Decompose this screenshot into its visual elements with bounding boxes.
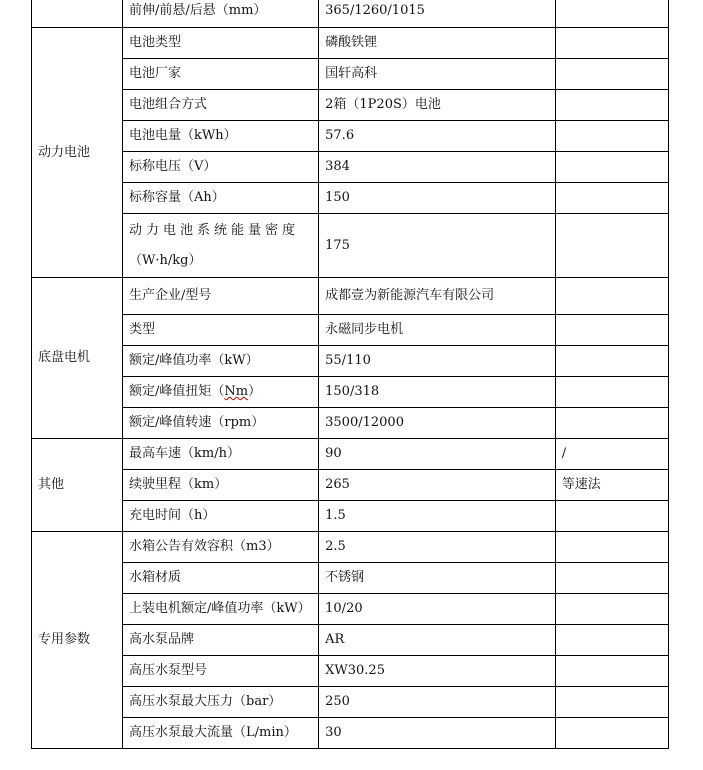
spellcheck-mark: Nm [224,384,249,399]
param-name: 充电时间（h） [123,501,319,532]
param-name: 最高车速（km/h） [123,439,319,470]
param-note [555,656,668,687]
param-note [555,315,668,346]
param-name: 前伸/前悬/后悬（mm） [123,0,319,28]
table-row [32,315,669,346]
param-note [555,501,668,532]
param-name: 额定/峰值转速（rpm） [123,408,319,439]
param-note [555,594,668,625]
param-note [555,687,668,718]
param-note [555,625,668,656]
param-name: 类型 [123,315,319,346]
param-note [555,28,668,59]
param-name: 标称容量（Ah） [123,183,319,214]
param-name: 高压水泵最大流量（L/min） [123,718,319,749]
category-cell: 专用参数 [32,532,123,749]
param-note: / [555,439,668,470]
param-note [555,90,668,121]
table-row [32,408,669,439]
param-value: 150/318 [319,377,556,408]
param-name: 续驶里程（km） [123,470,319,501]
param-value: 175 [319,214,556,278]
table-row [32,377,669,408]
param-note [555,346,668,377]
param-name-line: （W·h/kg） [129,252,202,268]
table-row [32,278,669,315]
category-cell: 底盘电机 [32,278,123,439]
param-value: 384 [319,152,556,183]
table-row [32,687,669,718]
param-value: 1.5 [319,501,556,532]
param-name: 电池组合方式 [123,90,319,121]
param-value: 90 [319,439,556,470]
param-name: 电池电量（kWh） [123,121,319,152]
spec-table [31,0,669,749]
param-value: 不锈钢 [319,563,556,594]
table-row [32,152,669,183]
param-note [555,377,668,408]
category-cell [32,0,123,28]
param-value: 10/20 [319,594,556,625]
param-note: 等速法 [555,470,668,501]
category-cell: 其他 [32,439,123,532]
param-value: 365/1260/1015 [319,0,556,28]
param-note [555,59,668,90]
param-name: 生产企业/型号 [123,278,319,315]
table-row [32,59,669,90]
param-value: 2箱（1P20S）电池 [319,90,556,121]
param-name [123,214,319,278]
table-row [32,532,669,563]
table-row [32,28,669,59]
table-row [32,214,669,278]
param-value: AR [319,625,556,656]
param-name: 水箱公告有效容积（m3） [123,532,319,563]
param-value: 3500/12000 [319,408,556,439]
table-row [32,346,669,377]
param-note [555,183,668,214]
param-note [555,0,668,28]
table-row [32,439,669,470]
param-name: 标称电压（V） [123,152,319,183]
table-row [32,718,669,749]
param-note [555,152,668,183]
param-name: 上装电机额定/峰值功率（kW） [123,594,319,625]
param-value: 国轩高科 [319,59,556,90]
param-value: 55/110 [319,346,556,377]
param-value: 265 [319,470,556,501]
param-name: 水箱材质 [123,563,319,594]
table-row [32,594,669,625]
table-row [32,0,669,28]
table-row [32,121,669,152]
param-value: 57.6 [319,121,556,152]
table-row [32,625,669,656]
param-name: 额定/峰值功率（kW） [123,346,319,377]
param-value: XW30.25 [319,656,556,687]
param-value: 永磁同步电机 [319,315,556,346]
param-note [555,121,668,152]
param-name: 高压水泵型号 [123,656,319,687]
param-name-prefix: 额定/峰值扭矩（ [129,384,225,399]
param-name-suffix: ） [248,384,262,399]
param-value: 30 [319,718,556,749]
table-row [32,183,669,214]
param-note [555,563,668,594]
param-name: 电池厂家 [123,59,319,90]
param-value: 成都壹为新能源汽车有限公司 [319,278,556,315]
param-name: 高压水泵最大压力（bar） [123,687,319,718]
table-row [32,90,669,121]
param-note [555,214,668,278]
param-note [555,718,668,749]
param-value: 磷酸铁锂 [319,28,556,59]
param-note [555,408,668,439]
category-cell: 动力电池 [32,28,123,278]
param-note [555,278,668,315]
param-value: 150 [319,183,556,214]
param-value: 2.5 [319,532,556,563]
table-row [32,563,669,594]
param-name: 电池类型 [123,28,319,59]
param-name-line: 动力电池系统能量密度 [129,222,300,238]
table-row [32,470,669,501]
param-note [555,532,668,563]
param-value: 250 [319,687,556,718]
table-row [32,656,669,687]
param-name: 高水泵品牌 [123,625,319,656]
param-name [123,377,319,408]
table-row [32,501,669,532]
